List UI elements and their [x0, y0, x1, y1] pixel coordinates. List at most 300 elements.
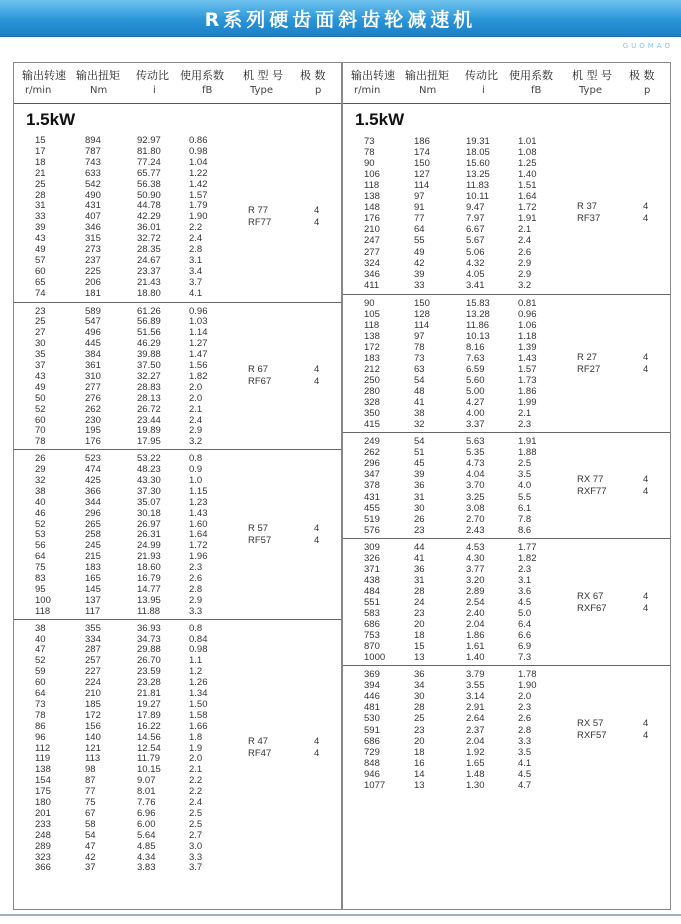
speed-cell: 233	[35, 818, 51, 830]
speed-cell: 60	[35, 265, 46, 277]
speed-cell: 138	[35, 764, 51, 776]
model-group	[343, 665, 670, 793]
table-row	[14, 786, 341, 797]
service-factor-cell: 1.42	[189, 178, 208, 190]
torque-cell: 77	[414, 213, 425, 225]
torque-cell: 346	[85, 222, 101, 234]
table-row	[14, 393, 341, 404]
torque-cell: 54	[85, 829, 96, 841]
model-type: R 57	[248, 522, 269, 534]
torque-cell: 287	[85, 644, 101, 656]
table-row	[343, 298, 670, 309]
table-row	[14, 486, 341, 497]
speed-cell: 40	[35, 633, 46, 645]
service-factor-cell: 6.4	[518, 619, 532, 631]
service-factor-cell: 2.6	[518, 246, 532, 258]
torque-cell: 13	[414, 652, 425, 664]
model-type: R 27	[577, 351, 598, 363]
unit-i: i	[153, 85, 156, 96]
ratio-cell: 2.40	[466, 608, 485, 620]
speed-cell: 280	[364, 386, 380, 398]
service-factor-cell: 1.51	[518, 180, 537, 192]
speed-cell: 30	[35, 338, 46, 350]
table-row	[343, 408, 670, 419]
speed-cell: 38	[35, 485, 46, 497]
table-row	[14, 266, 341, 277]
torque-cell: 75	[85, 797, 96, 809]
ratio-cell: 30.18	[137, 507, 161, 519]
service-factor-cell: 1.82	[518, 552, 537, 564]
speed-cell: 25	[35, 178, 46, 190]
model-poles: 4	[643, 201, 649, 213]
service-factor-cell: 1.57	[189, 189, 208, 201]
table-row	[343, 525, 670, 536]
torque-cell: 237	[85, 254, 101, 266]
table-row	[343, 564, 670, 575]
ratio-cell: 21.93	[137, 551, 161, 563]
ratio-cell: 92.97	[137, 135, 161, 146]
speed-cell: 530	[364, 713, 380, 725]
speed-cell: 201	[35, 807, 51, 819]
speed-cell: 37	[35, 360, 46, 371]
table-row	[343, 136, 670, 147]
table-row	[14, 157, 341, 168]
table-row	[343, 419, 670, 430]
ratio-cell: 29.88	[137, 644, 161, 656]
table-row	[343, 436, 670, 447]
model-row	[343, 213, 670, 225]
speed-cell: 371	[364, 563, 380, 575]
speed-cell: 38	[35, 622, 46, 634]
table-row	[343, 553, 670, 564]
speed-cell: 60	[35, 677, 46, 689]
page-title: R系列硬齿面斜齿轮减速机	[204, 9, 477, 31]
model-group	[14, 302, 341, 450]
model-row	[343, 352, 670, 364]
model-group	[343, 538, 670, 666]
ratio-cell: 9.07	[137, 775, 156, 787]
service-factor-cell: 0.86	[189, 135, 208, 146]
service-factor-cell: 4.1	[189, 287, 203, 299]
torque-cell: 172	[85, 709, 101, 721]
torque-cell: 185	[85, 698, 101, 710]
ratio-cell: 4.05	[466, 268, 485, 280]
speed-cell: 118	[364, 180, 380, 192]
service-factor-cell: 3.2	[518, 279, 532, 291]
table-row	[14, 764, 341, 775]
torque-cell: 98	[85, 764, 96, 776]
table-row	[14, 135, 341, 146]
service-factor-cell: 2.0	[189, 381, 203, 393]
service-factor-cell: 2.1	[518, 408, 532, 420]
table-row	[343, 619, 670, 630]
service-factor-cell: 2.8	[189, 244, 203, 255]
table-row	[14, 862, 341, 873]
model-type: RXF67	[577, 602, 607, 614]
header-service-factor: 使用系数	[509, 69, 553, 82]
torque-cell: 431	[85, 200, 101, 212]
table-row	[343, 147, 670, 158]
torque-cell: 127	[414, 169, 430, 181]
torque-cell: 28	[414, 585, 425, 597]
table-row	[14, 699, 341, 710]
speed-cell: 18	[35, 156, 46, 168]
speed-cell: 438	[364, 574, 380, 586]
table-row	[14, 146, 341, 157]
speed-cell: 411	[364, 279, 380, 291]
torque-cell: 384	[85, 349, 101, 361]
model-row	[14, 205, 341, 217]
service-factor-cell: 1.23	[189, 496, 208, 508]
table-row	[343, 397, 670, 408]
torque-cell: 258	[85, 529, 101, 541]
ratio-cell: 7.63	[466, 352, 485, 364]
service-factor-cell: 2.0	[189, 753, 203, 765]
speed-cell: 60	[35, 414, 46, 426]
service-factor-cell: 7.3	[518, 652, 532, 664]
ratio-cell: 26.31	[137, 529, 161, 541]
model-row	[14, 376, 341, 388]
table-row	[14, 634, 341, 645]
table-row	[14, 277, 341, 288]
service-factor-cell: 2.3	[189, 562, 203, 574]
service-factor-cell: 1.56	[189, 360, 208, 371]
ratio-cell: 5.35	[466, 447, 485, 459]
torque-cell: 206	[85, 276, 101, 288]
table-row	[14, 508, 341, 519]
model-row	[14, 535, 341, 547]
table-row	[343, 247, 670, 258]
speed-cell: 484	[364, 585, 380, 597]
table-row	[14, 562, 341, 573]
service-factor-cell: 1.03	[189, 316, 208, 328]
service-factor-cell: 1.73	[518, 375, 537, 387]
table-row	[14, 551, 341, 562]
ratio-cell: 2.04	[466, 619, 485, 631]
ratio-cell: 2.54	[466, 597, 485, 608]
speed-cell: 247	[364, 235, 380, 247]
service-factor-cell: 3.4	[189, 265, 203, 277]
ratio-cell: 17.95	[137, 436, 161, 448]
torque-cell: 310	[85, 370, 101, 382]
torque-cell: 51	[414, 447, 425, 459]
torque-cell: 77	[85, 786, 96, 798]
speed-cell: 78	[364, 147, 375, 159]
torque-cell: 425	[85, 474, 101, 486]
ratio-cell: 28.35	[137, 244, 161, 255]
ratio-cell: 5.00	[466, 386, 485, 398]
ratio-cell: 50.90	[137, 189, 161, 201]
torque-cell: 547	[85, 316, 101, 328]
speed-cell: 49	[35, 381, 46, 393]
model-type: RX 57	[577, 718, 604, 730]
model-type: RF27	[577, 363, 601, 375]
service-factor-cell: 1.78	[518, 669, 537, 681]
ratio-cell: 1.61	[466, 641, 485, 653]
ratio-cell: 3.41	[466, 279, 485, 291]
torque-cell: 41	[414, 397, 425, 409]
speed-cell: 183	[364, 352, 380, 364]
torque-cell: 183	[85, 562, 101, 574]
speed-cell: 26	[35, 453, 46, 465]
service-factor-cell: 1.08	[518, 147, 537, 159]
ratio-cell: 8.01	[137, 786, 156, 798]
table-row	[343, 747, 670, 758]
speed-cell: 100	[35, 594, 51, 606]
service-factor-cell: 3.3	[189, 851, 203, 863]
unit-type: Type	[250, 85, 273, 96]
ratio-cell: 2.70	[466, 513, 485, 525]
service-factor-cell: 0.8	[189, 453, 203, 465]
model-row	[343, 474, 670, 486]
speed-cell: 25	[35, 316, 46, 328]
table-row	[343, 224, 670, 235]
ratio-cell: 77.24	[137, 156, 161, 168]
torque-cell: 63	[414, 363, 425, 375]
service-factor-cell: 1.0	[189, 474, 203, 486]
service-factor-cell: 2.4	[189, 414, 203, 426]
table-row	[14, 244, 341, 255]
torque-cell: 23	[414, 524, 425, 536]
ratio-cell: 19.89	[137, 425, 161, 437]
table-row	[14, 233, 341, 244]
power-rating: 1.5kW	[26, 110, 76, 129]
model-type: RXF57	[577, 730, 607, 742]
ratio-cell: 11.83	[466, 180, 490, 192]
speed-cell: 73	[364, 136, 375, 147]
ratio-cell: 65.77	[137, 167, 161, 179]
table-row	[343, 386, 670, 397]
torque-cell: 210	[85, 688, 101, 700]
ratio-cell: 6.59	[466, 363, 485, 375]
ratio-cell: 4.00	[466, 408, 485, 420]
service-factor-cell: 1.43	[518, 352, 537, 364]
table-row	[14, 797, 341, 808]
footer-rule	[0, 914, 681, 916]
ratio-cell: 2.43	[466, 524, 485, 536]
torque-cell: 41	[414, 552, 425, 564]
torque-cell: 128	[414, 308, 430, 320]
model-row	[14, 217, 341, 229]
speed-cell: 27	[35, 327, 46, 339]
ratio-cell: 53.22	[137, 453, 161, 465]
torque-cell: 195	[85, 425, 101, 437]
torque-cell: 38	[414, 408, 425, 420]
ratio-cell: 35.07	[137, 496, 161, 508]
ratio-cell: 28.83	[137, 381, 161, 393]
unit-fb: fB	[531, 85, 542, 96]
ratio-cell: 1.30	[466, 779, 485, 791]
ratio-cell: 48.23	[137, 464, 161, 476]
ratio-cell: 3.77	[466, 563, 485, 575]
torque-cell: 49	[414, 246, 425, 258]
model-type: RXF77	[577, 486, 607, 498]
model-row	[343, 201, 670, 213]
service-factor-cell: 1.99	[518, 397, 537, 409]
service-factor-cell: 1.57	[518, 363, 537, 375]
torque-cell: 257	[85, 655, 101, 667]
service-factor-cell: 1.43	[189, 507, 208, 519]
service-factor-cell: 1.91	[518, 436, 537, 448]
ratio-cell: 21.81	[137, 688, 161, 700]
torque-cell: 39	[414, 268, 425, 280]
torque-cell: 224	[85, 677, 101, 689]
service-factor-cell: 2.6	[189, 573, 203, 585]
service-factor-cell: 2.0	[189, 392, 203, 404]
service-factor-cell: 1.47	[189, 349, 208, 361]
ratio-cell: 4.04	[466, 469, 485, 481]
ratio-cell: 2.64	[466, 713, 485, 725]
header-output-torque: 输出扭矩	[76, 69, 120, 82]
unit-nm: Nm	[419, 85, 437, 96]
table-row	[14, 595, 341, 606]
table-row	[343, 691, 670, 702]
speed-cell: 43	[35, 233, 46, 245]
ratio-cell: 4.73	[466, 458, 485, 470]
speed-cell: 73	[35, 698, 46, 710]
torque-cell: 44	[414, 541, 425, 553]
model-type: RF67	[248, 376, 272, 388]
torque-cell: 181	[85, 287, 101, 299]
table-row	[14, 819, 341, 830]
table-row	[343, 680, 670, 691]
torque-cell: 114	[414, 319, 430, 331]
service-factor-cell: 1.86	[518, 386, 537, 398]
torque-cell: 445	[85, 338, 101, 350]
model-row	[14, 736, 341, 748]
service-factor-cell: 0.98	[189, 145, 208, 157]
ratio-cell: 81.80	[137, 145, 161, 157]
speed-cell: 52	[35, 403, 46, 415]
service-factor-cell: 0.81	[518, 297, 537, 309]
torque-cell: 34	[414, 680, 425, 692]
service-factor-cell: 1.90	[518, 680, 537, 692]
ratio-cell: 17.89	[137, 709, 161, 721]
torque-cell: 23	[414, 608, 425, 620]
table-row	[14, 179, 341, 190]
table-row	[14, 852, 341, 863]
header-output-speed: 输出转速	[22, 69, 66, 82]
table-row	[14, 436, 341, 447]
table-row	[14, 306, 341, 317]
ratio-cell: 5.60	[466, 375, 485, 387]
torque-cell: 42	[85, 851, 96, 863]
header-ratio: 传动比	[136, 69, 169, 82]
service-factor-cell: 6.1	[518, 502, 532, 514]
torque-cell: 496	[85, 327, 101, 339]
service-factor-cell: 1.18	[518, 330, 537, 342]
ratio-cell: 6.00	[137, 818, 156, 830]
torque-cell: 37	[85, 862, 96, 874]
speed-cell: 59	[35, 666, 46, 678]
service-factor-cell: 2.2	[189, 786, 203, 798]
model-poles: 4	[643, 730, 649, 742]
service-factor-cell: 1.04	[189, 156, 208, 168]
ratio-cell: 2.91	[466, 702, 485, 714]
ratio-cell: 3.14	[466, 691, 485, 703]
table-row	[14, 464, 341, 475]
service-factor-cell: 0.98	[189, 644, 208, 656]
speed-cell: 148	[364, 202, 380, 214]
table-row	[14, 255, 341, 266]
ratio-cell: 3.08	[466, 502, 485, 514]
table-header	[14, 63, 341, 104]
table-row	[343, 542, 670, 553]
ratio-cell: 14.56	[137, 731, 161, 743]
model-poles: 4	[643, 718, 649, 730]
service-factor-cell: 2.9	[518, 257, 532, 269]
table-row	[14, 338, 341, 349]
torque-cell: 145	[85, 583, 101, 595]
header-type: 机 型 号	[572, 69, 612, 82]
speed-cell: 277	[364, 246, 380, 258]
torque-cell: 25	[414, 713, 425, 725]
ratio-cell: 46.29	[137, 338, 161, 350]
speed-cell: 346	[364, 268, 380, 280]
service-factor-cell: 0.9	[189, 464, 203, 476]
torque-cell: 54	[414, 375, 425, 387]
table-row	[14, 168, 341, 179]
table-row	[343, 780, 670, 791]
model-row	[14, 523, 341, 535]
ratio-cell: 5.06	[466, 246, 485, 258]
service-factor-cell: 4.0	[518, 480, 532, 492]
speed-cell: 249	[364, 436, 380, 448]
service-factor-cell: 1.25	[518, 158, 537, 170]
table-row	[14, 453, 341, 464]
service-factor-cell: 2.4	[518, 235, 532, 247]
speed-cell: 57	[35, 254, 46, 266]
speed-cell: 52	[35, 518, 46, 530]
speed-cell: 47	[35, 644, 46, 656]
speed-cell: 415	[364, 419, 380, 431]
ratio-cell: 43.30	[137, 474, 161, 486]
service-factor-cell: 3.7	[189, 862, 203, 874]
speed-cell: 118	[364, 319, 380, 331]
speed-cell: 366	[35, 862, 51, 874]
ratio-cell: 3.83	[137, 862, 156, 874]
service-factor-cell: 2.5	[189, 818, 203, 830]
speed-cell: 78	[35, 436, 46, 448]
speed-cell: 350	[364, 408, 380, 420]
ratio-cell: 16.22	[137, 720, 161, 732]
speed-cell: 369	[364, 669, 380, 681]
speed-cell: 49	[35, 244, 46, 255]
speed-cell: 686	[364, 619, 380, 631]
unit-i: i	[482, 85, 485, 96]
service-factor-cell: 1.26	[189, 677, 208, 689]
ratio-cell: 36.93	[137, 622, 161, 634]
model-poles: 4	[643, 602, 649, 614]
torque-cell: 20	[414, 619, 425, 631]
model-poles: 4	[314, 534, 320, 546]
torque-cell: 225	[85, 265, 101, 277]
service-factor-cell: 5.0	[518, 608, 532, 620]
unit-p: p	[644, 85, 651, 96]
unit-fb: fB	[202, 85, 213, 96]
table-row	[14, 497, 341, 508]
speed-cell: 248	[35, 829, 51, 841]
service-factor-cell: 3.1	[189, 254, 203, 266]
speed-cell: 576	[364, 524, 380, 536]
model-poles: 4	[643, 590, 649, 602]
power-rating: 1.5kW	[355, 110, 405, 129]
table-row	[343, 514, 670, 525]
ratio-cell: 56.89	[137, 316, 161, 328]
table-row	[14, 584, 341, 595]
service-factor-cell: 8.6	[518, 524, 532, 536]
speed-cell: 86	[35, 720, 46, 732]
